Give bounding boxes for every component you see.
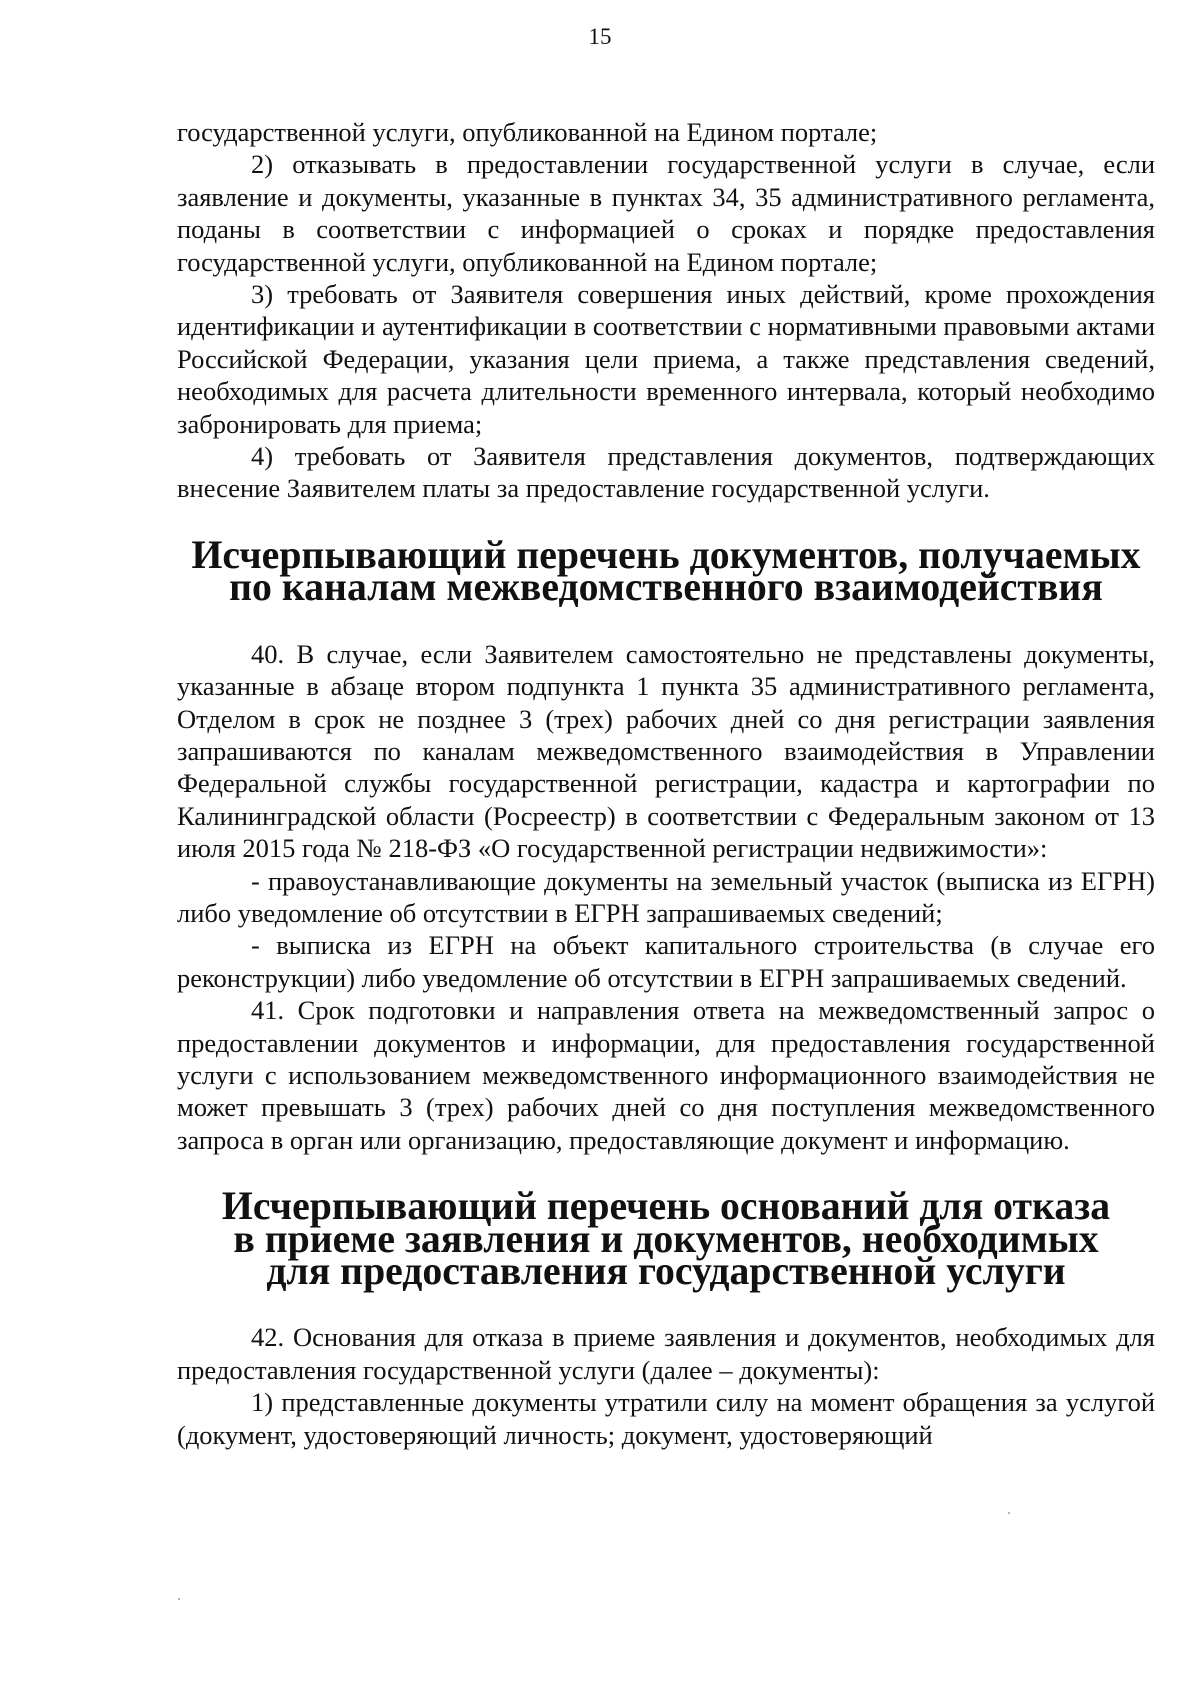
paragraph-item-3: 3) требовать от Заявителя совершения иных действий, кроме прохождения идентификации и аутентификации в соответствии с нормативными правовыми актами Российской Федерации, указания цели приема, а также представления сведений, необходимых для расчета длительности временного интервала, который необходимо забронировать для приема; [177,279,1155,439]
paragraph-clause-41: 41. Срок подготовки и направления ответа на межведомственный запрос о предоставлении документов и информации, для предоставления государственной услуги с использованием межведомственного информационного взаимодействия не может превышать 3 (трех) рабочих дней со дня поступления межведомственного запроса в орган или организацию, предоставляющие документ и информацию. [177,995,1155,1155]
paragraph-continuation: государственной услуги, опубликованной на Едином портале; [177,117,878,147]
section-heading-refusal-grounds [177,1184,1155,1293]
paragraph-clause-42: 42. Основания для отказа в приеме заявления и документов, необходимых для предоставления государственной услуги (далее – документы): [177,1322,1155,1385]
paragraph-clause-40: 40. В случае, если Заявителем самостоятельно не представлены документы, указанные в абзаце втором подпункта 1 пункта 35 административного регламента, Отделом в срок не позднее 3 (трех) рабочих дней со дня регистрации заявления запрашиваются по каналам межведомственного взаимодействия в Управлении Федеральной службы государственной регистрации, кадастра и картографии по Калининградской области (Росреестр) в соответствии с Федеральным законом от 13 июля 2015 года № 218-ФЗ «О государственной регистрации недвижимости»: [177,638,1155,864]
paragraph-item-4: 4) требовать от Заявителя представления документов, подтверждающих внесение Заявителем платы за предоставление государственной услуги. [177,441,1155,504]
heading-line: для предоставления государственной услуги [266,1249,1066,1293]
scan-artifact [1008,1512,1010,1514]
page-number: 15 [588,24,612,49]
section-heading-interagency-documents [177,532,1155,610]
heading-line: по каналам межведомственного взаимодействия [229,565,1103,610]
paragraph-list-item: - правоустанавливающие документы на земельный участок (выписка из ЕГРН) либо уведомление об отсутствии в ЕГРН запрашиваемых сведений; [177,865,1155,928]
heading-line: Исчерпывающий перечень оснований для отказа [221,1184,1111,1229]
document-body [177,116,1155,1451]
paragraph-item-2: 2) отказывать в предоставлении государственной услуги в случае, если заявление и документы, указанные в пунктах 34, 35 административного регламента, поданы в соответствии с информацией о сроках и порядке предоставления государственной услуги, опубликованной на Едином портале; [177,149,1155,277]
heading-line: Исчерпывающий перечень документов, получаемых [191,532,1141,577]
heading-line: в приеме заявления и документов, необходимых [233,1216,1099,1261]
paragraph-item-1: 1) представленные документы утратили силу на момент обращения за услугой (документ, удостоверяющий личность; документ, удостоверяющий [177,1387,1155,1450]
scan-artifact [178,1598,180,1600]
paragraph-list-item: - выписка из ЕГРН на объект капитального строительства (в случае его реконструкции) либо уведомление об отсутствии в ЕГРН запрашиваемых сведений. [177,930,1155,993]
